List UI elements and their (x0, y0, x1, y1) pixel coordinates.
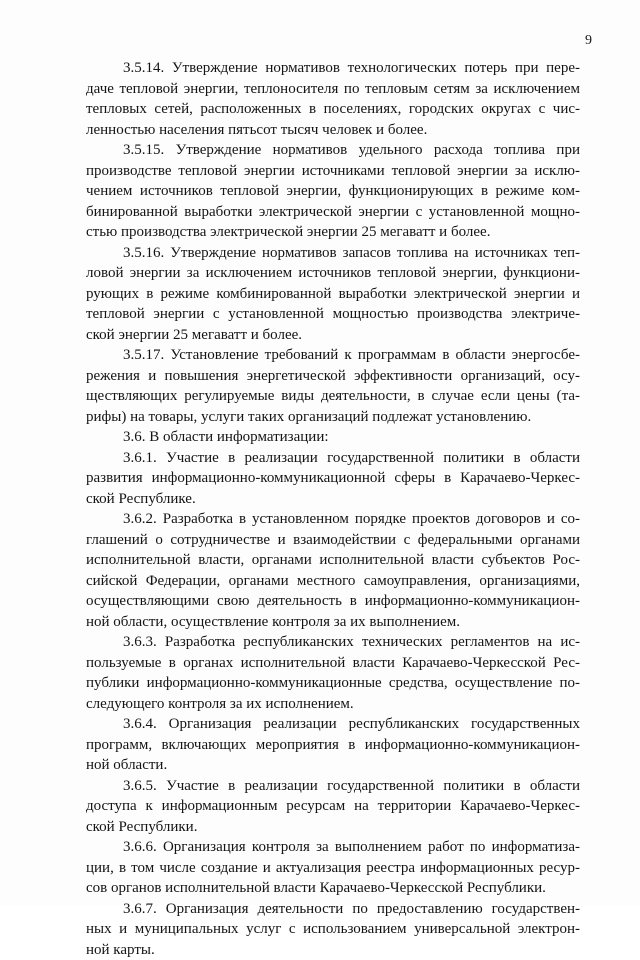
paragraph-line: 3.5.17. Установление требований к программам в области энергосбе- (86, 345, 580, 366)
paragraph-line: тепловой энергии с установленной мощностью производства электриче- (86, 304, 580, 325)
paragraph (86, 140, 580, 243)
paragraph-line: производстве тепловой энергии источниками тепловой энергии за исклю- (86, 161, 580, 182)
paragraph-line: доступа к информационным ресурсам на территории Карачаево-Черкес- (86, 796, 580, 817)
paragraph (86, 776, 580, 838)
paragraph (86, 243, 580, 346)
paragraph-line: 3.6.6. Организация контроля за выполнением работ по информатиза- (86, 837, 580, 858)
paragraph-line: 3.6.5. Участие в реализации государственной политики в области (86, 776, 580, 797)
paragraph-line: 3.5.16. Утверждение нормативов запасов топлива на источниках теп- (86, 243, 580, 264)
paragraph-line: рифы) на товары, услуги таких организаций подлежат установлению. (86, 407, 580, 428)
paragraph-line: ной области, осуществление контроля за их выполнением. (86, 612, 580, 633)
paragraph-line: публики информационно-коммуникационные средства, осуществление по- (86, 673, 580, 694)
paragraph-line: ской энергии 25 мегаватт и более. (86, 325, 580, 346)
paragraph-line: ной области. (86, 755, 580, 776)
paragraph-line: ленностью населения пятьсот тысяч человек и более. (86, 120, 580, 141)
paragraph-line: глашений о сотрудничестве и взаимодействии с федеральными органами (86, 530, 580, 551)
paragraph-line: программ, включающих мероприятия в информационно-коммуникацион- (86, 735, 580, 756)
paragraph-line: осуществляющими свою деятельность в информационно-коммуникацион- (86, 591, 580, 612)
paragraph-line: тепловых сетей, расположенных в поселениях, городских округах с чис- (86, 99, 580, 120)
paragraph-line: 3.6. В области информатизации: (86, 427, 580, 448)
paragraph-line: 3.5.15. Утверждение нормативов удельного расхода топлива при (86, 140, 580, 161)
paragraph (86, 58, 580, 140)
paragraph (86, 448, 580, 510)
paragraph-line: стью производства электрической энергии 25 мегаватт и более. (86, 222, 580, 243)
paragraph (86, 427, 580, 448)
paragraph-line: 3.6.4. Организация реализации республиканских государственных (86, 714, 580, 735)
paragraph-line: ской Республики. (86, 817, 580, 838)
paragraph-line: ловой энергии за исключением источников тепловой энергии, функциони- (86, 263, 580, 284)
paragraph (86, 837, 580, 899)
paragraph-line: сов органов исполнительной власти Карачаево-Черкесской Республики. (86, 878, 580, 899)
paragraph-line: режения и повышения энергетической эффективности организаций, осу- (86, 366, 580, 387)
paragraph-line: 3.6.3. Разработка республиканских технических регламентов на ис- (86, 632, 580, 653)
paragraph (86, 632, 580, 714)
paragraph-line: чением источников тепловой энергии, функционирующих в режиме ком- (86, 181, 580, 202)
paragraph-line: следующего контроля за их исполнением. (86, 694, 580, 715)
paragraph-line: исполнительной власти, органами исполнительной власти субъектов Рос- (86, 550, 580, 571)
paragraph-line: 3.6.1. Участие в реализации государственной политики в области (86, 448, 580, 469)
paragraph-line: сийской Федерации, органами местного самоуправления, организациями, (86, 571, 580, 592)
document-body (86, 58, 580, 960)
paragraph-line: 3.6.7. Организация деятельности по предоставлению государствен- (86, 899, 580, 920)
page-number: 9 (585, 33, 592, 49)
paragraph-line: ции, в том числе создание и актуализация реестра информационных ресур- (86, 858, 580, 879)
paragraph (86, 714, 580, 776)
paragraph (86, 509, 580, 632)
paragraph-line: ной карты. (86, 940, 580, 960)
paragraph-line: ных и муниципальных услуг с использованием универсальной электрон- (86, 919, 580, 940)
paragraph-line: 3.6.2. Разработка в установленном порядке проектов договоров и со- (86, 509, 580, 530)
paragraph-line: пользуемые в органах исполнительной власти Карачаево-Черкесской Рес- (86, 653, 580, 674)
paragraph-line: бинированной выработки электрической энергии с установленной мощно- (86, 202, 580, 223)
paragraph-line: даче тепловой энергии, теплоносителя по тепловым сетям за исключением (86, 79, 580, 100)
paragraph (86, 345, 580, 427)
paragraph-line: 3.5.14. Утверждение нормативов технологических потерь при пере- (86, 58, 580, 79)
paragraph-line: развития информационно-коммуникационной сферы в Карачаево-Черкес- (86, 468, 580, 489)
paragraph-line: ществляющих регулируемые виды деятельности, в случае если цены (та- (86, 386, 580, 407)
paragraph-line: ской Республике. (86, 489, 580, 510)
paragraph-line: рующих в режиме комбинированной выработки электрической энергии и (86, 284, 580, 305)
paragraph (86, 899, 580, 960)
